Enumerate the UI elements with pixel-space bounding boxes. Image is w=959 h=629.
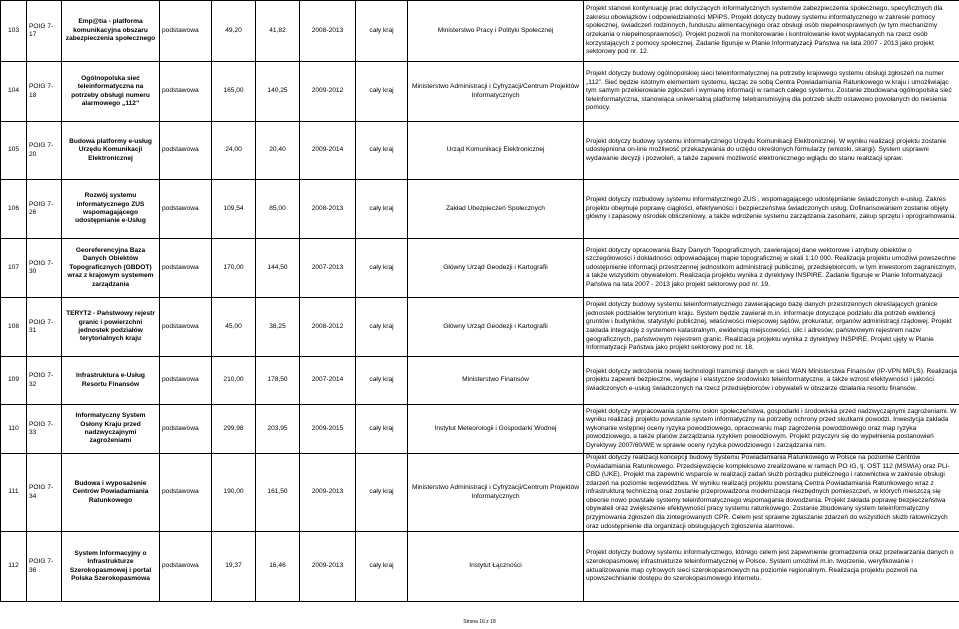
project-area: cały kraj [356,532,408,602]
project-code: POIG 7-32 [27,357,62,405]
total-cost: 19,37 [212,532,256,602]
implementation-period: 2007-2014 [300,357,356,405]
project-area: cały kraj [356,454,408,532]
eu-contribution: 85,00 [256,180,300,239]
project-area: cały kraj [356,357,408,405]
row-number: 105 [1,122,27,180]
total-cost: 24,00 [212,122,256,180]
project-description: Projekt dotyczy wdrożenia nowej technologii transmisji danych w sieci WAN Ministerstwa Finansów (IP-VPN MPLS). Realizacja projektu zapewni bezpieczne, wydajne i elastyczne środowisko teleinformatyczne, a także wzrost efektywności i jakości świadczonych e-usług świadczonych na rzecz przedsiębiorców i obywateli w obszarze działania resortu finansów. [584,357,959,405]
project-description: Projekt dotyczy realizacji koncepcji budowy Systemu Powiadamiania Ratunkowego w Polsce na poziomie Centrów Powiadamiania Ratunkowego. Przedsięwzięcie kompleksowo zrealizowane w ramach PO IG, tj. OST 112 (MSWiA) oraz PLI-CBD (UKE). Projekt ma zapewnić wsparcie w realizacji zadań służb porządku publicznego i ratownictwa w zakresie obsługi zdarzeń na poziomie województwa. W wyniku realizacji projektu powstaną Centra Powiadamiania Ratunkowego wraz z infrastrukturą techniczną oraz zostanie przeprowadzona modernizacja niezbędnych pomieszczeń, w których mieszczą się obecnie nowo powstałe systemy teleinformatycznego wspomagania dowodzenia. Projekt zakłada poprawę bezpieczeństwa obywateli oraz zwiększenie efektywności pracy systemu ratunkowego. Zostanie zbudowany system teleinformatyczny przyjmowania zgłoszeń dla zintegrowanych CPR. Celem jest sprawne zgłaszanie zdarzeń do wszystkich służb ratowniczych oraz udostępnienie dla organizacji obsługujących zgłoszenia alarmowe. [584,454,959,532]
beneficiary-institution: Główny Urząd Geodezji i Kartografii [408,298,584,357]
project-code: POIG 7-34 [27,454,62,532]
beneficiary-institution: Główny Urząd Geodezji i Kartografii [408,239,584,298]
project-name: Emp@tia - platforma komunikacyjna obszaru zabezpieczenia społecznego [62,1,160,62]
project-priority: podstawowa [160,357,212,405]
project-code: POIG 7-26 [27,180,62,239]
project-name: Georeferencyjna Baza Danych Obiektów Topograficznych (GBDOT) wraz z krajowym systemem zarządzania [62,239,160,298]
table-row [1,357,959,405]
project-description: Projekt dotyczy budowy ogólnopolskiej sieci teleinformatycznej na potrzeby krajowego systemu obsługi zgłoszeń na numer „112”. Sieć będzie istotnym elementem systemu, łącząc ze sobą Centra Powiadamiania Ratunkowego w kraju i umożliwiając tym samym przekierowanie zgłoszeń i wymianę informacji w ramach całego systemu. Zostanie zbudowana ogólnopolska sieć teleinformatyczna, stanowiąca uniwersalną platformę teletransmisyjną dla potrzeb służb ustawowo powołanych do niesienia pomocy. [584,62,959,122]
project-priority: podstawowa [160,239,212,298]
total-cost: 170,00 [212,239,256,298]
implementation-period: 2009-2013 [300,532,356,602]
project-description: Projekt stanowi kontynuację prac dotyczących informatycznych systemów zabezpieczenia społecznego, specyficznych dla zakresu obowiązków i odpowiedzialności MPiPS. Projekt dotyczy budowy systemu informatycznego w zakresie pomocy społecznej, świadczeń rodzinnych, funduszu alimentacyjnego oraz obsługi osób niepełnosprawnych (w tym mechanizmy orzekania o niepełnosprawności). Projekt pozwoli na monitorowanie i kontrolowanie kwot wypłacanych na rzecz osób korzystających z pomocy społecznej. Zadanie figuruje w Planie Informatyzacji Państwa na lata 2007 - 2013 jako projekt sektorowy pod nr. 12. [584,1,959,62]
table-row [1,239,959,298]
project-area: cały kraj [356,62,408,122]
implementation-period: 2008-2013 [300,1,356,62]
row-number: 107 [1,239,27,298]
row-number: 110 [1,405,27,454]
eu-contribution: 178,50 [256,357,300,405]
total-cost: 190,00 [212,454,256,532]
project-description: Projekt dotyczy budowy systemu informatycznego, którego celem jest zapewnienie gromadzenia oraz przetwarzania danych o szerokopasmowej infrastrukturze teleinformatycznej w Polsce. System umożliwi m.in. tworzenie, weryfikowanie i aktualizowanie map cyfrowych sieci szerokopasmowych na poziomie regionalnym. Realizacja projektu pozwoli na upowszechnianie dostępu do szerokopasmowego Internetu. [584,532,959,602]
project-name: TERYT2 - Państwowy rejestr granic i powierzchni jednostek podziałów terytorialnych kraju [62,298,160,357]
beneficiary-institution: Urząd Komunikacji Elektronicznej [408,122,584,180]
project-area: cały kraj [356,122,408,180]
project-code: POIG 7-20 [27,122,62,180]
project-priority: podstawowa [160,405,212,454]
row-number: 111 [1,454,27,532]
eu-contribution: 41,82 [256,1,300,62]
page-number-label: Strona 16 z 18 [463,619,496,625]
project-code: POIG 7-33 [27,405,62,454]
implementation-period: 2008-2012 [300,298,356,357]
project-code: POIG 7-30 [27,239,62,298]
table-row [1,454,959,532]
beneficiary-institution: Instytut Łączności [408,532,584,602]
table-row [1,62,959,122]
project-area: cały kraj [356,239,408,298]
total-cost: 299,98 [212,405,256,454]
implementation-period: 2007-2013 [300,239,356,298]
row-number: 108 [1,298,27,357]
project-priority: podstawowa [160,454,212,532]
row-number: 103 [1,1,27,62]
project-area: cały kraj [356,405,408,454]
row-number: 112 [1,532,27,602]
total-cost: 45,00 [212,298,256,357]
beneficiary-institution: Ministerstwo Administracji i Cyfryzacji/Centrum Projektów Informatycznych [408,454,584,532]
project-code: POIG 7-17 [27,1,62,62]
project-name: Informatyczny System Osłony Kraju przed nadzwyczajnymi zagrożeniami [62,405,160,454]
project-description: Projekt dotyczy wypracowania systemu osłon społeczeństwa, gospodarki i środowiska przed nadzwyczajnymi zagrożeniami. W wyniku realizacji projektu powstanie system informatyczny na potrzeby ochrony przed skutkami powodzi. Inwestycja zakłada wykonanie wstępnej oceny ryzyka powodziowego, opracowaniu map zagrożenia powodziowego oraz map ryzyka powodziowego, a także planów zarządzania ryzykiem powodziowym. Projekt przyczyni się do wypełnienia postanowień Dyrektywy 2007/60/WE w sprawie oceny ryzyka powodziowego i zarządzania nim. [584,405,959,454]
project-name: Infrastruktura e-Usług Resortu Finansów [62,357,160,405]
project-name: Budowa i wyposażenie Centrów Powiadamiania Ratunkowego [62,454,160,532]
project-area: cały kraj [356,298,408,357]
row-number: 104 [1,62,27,122]
project-priority: podstawowa [160,532,212,602]
total-cost: 165,00 [212,62,256,122]
project-name: Ogólnopolska sieć teleinformatyczna na potrzeby obsługi numeru alarmowego „112” [62,62,160,122]
eu-contribution: 144,50 [256,239,300,298]
project-description: Projekt dotyczy budowy systemu teleinformatycznego zawierającego bazę danych przestrzennych określających granice jednostek podziałów terytorium kraju. System będzie zawierał m.in. informacje dotyczące podziału dla potrzeb ewidencji gruntów i budynków, statystyki publicznej, właściwości miejscowej sądów, prokuratur, organów administracji rządowej. Projekt zakłada integrację z systemem katastralnym, ewidencją miejscowości, ulic i adresów, państwowym rejestrem nazw geograficznych, państwowym rejestrem granic. Realizacja projektu wynika z dyrektywy INSPIRE. Projekt ujęty w Planie Informatyzacji Państwa jako projekt sektorowy pod nr. 18. [584,298,959,357]
table-row [1,298,959,357]
project-description: Projekt dotyczy opracowania Bazy Danych Topograficznych, zawierającej dane wektorowe i atrybuty obiektów o szczegółowości i dokładności odpowiadającej mapie topograficznej w skali 1:10 000. Realizacja projektu umożliwi powszechne udostępnienie informacji przestrzennej jednostkom administracji publicznej, przedsiębiorcom, w tym inwestorom zagranicznym, a także wszystkim obywatelom. Realizacja projektu wynika z dyrektywy INSPIRE. Zadanie figuruje w Planie Informatyzacji Państwa na lata 2007 - 2013 jako projekt sektorowy pod nr. 19. [584,239,959,298]
beneficiary-institution: Ministerstwo Finansów [408,357,584,405]
project-priority: podstawowa [160,122,212,180]
table-row [1,122,959,180]
total-cost: 109,54 [212,180,256,239]
project-name: Rozwój systemu informatycznego ZUS wspomagającego udostępnianie e-Usług [62,180,160,239]
implementation-period: 2008-2013 [300,180,356,239]
eu-contribution: 20,40 [256,122,300,180]
implementation-period: 2009-2015 [300,405,356,454]
projects-table-body [1,1,959,602]
eu-contribution: 38,25 [256,298,300,357]
project-priority: podstawowa [160,1,212,62]
implementation-period: 2009-2013 [300,454,356,532]
beneficiary-institution: Zakład Ubezpieczeń Społecznych [408,180,584,239]
table-row [1,1,959,62]
project-name: Budowa platformy e-usług Urzędu Komunikacji Elektronicznej [62,122,160,180]
table-row [1,180,959,239]
page-footer [0,619,959,625]
project-area: cały kraj [356,180,408,239]
project-priority: podstawowa [160,298,212,357]
row-number: 109 [1,357,27,405]
project-priority: podstawowa [160,180,212,239]
project-priority: podstawowa [160,62,212,122]
project-code: POIG 7-31 [27,298,62,357]
project-name: System Informacyjny o Infrastrukturze Szerokopasmowej i portal Polska Szerokopasmowa [62,532,160,602]
beneficiary-institution: Ministerstwo Administracji i Cyfryzacji/Centrum Projektów Informatycznych [408,62,584,122]
eu-contribution: 161,50 [256,454,300,532]
project-description: Projekt dotyczy budowy systemu informatycznego Urzędu Komunikacji Elektronicznej. W wyniku realizacji projektu zostanie udostępniona on-line możliwość przekazywania do urzędu określonych formularzy (wnioski, skargi). System usprawni wydawanie decyzji i pozwoleń, a także zapewni możliwość elektronicznego wglądu do stanu realizacji spraw. [584,122,959,180]
total-cost: 210,00 [212,357,256,405]
beneficiary-institution: Instytut Meteorologii i Gospodarki Wodnej [408,405,584,454]
eu-contribution: 203,95 [256,405,300,454]
row-number: 106 [1,180,27,239]
project-description: Projekt dotyczy rozbudowy systemu informatycznego ZUS , wspomagającego udostępnianie świadczonych e-usług. Zakres projektu obejmuje poprawę ciągłości, efektywności i bezpieczeństwa świadczonych usług. Dofinansowaniem zostanie objęty główny i zapasowy ośrodek obliczeniowy, a także wdrożenie systemu zarządzania zasobami, zakup sprzętu i oprogramowania. [584,180,959,239]
project-code: POIG 7-18 [27,62,62,122]
project-area: cały kraj [356,1,408,62]
implementation-period: 2009-2014 [300,122,356,180]
beneficiary-institution: Ministerstwo Pracy i Polityki Społecznej [408,1,584,62]
eu-contribution: 140,25 [256,62,300,122]
table-row [1,405,959,454]
eu-contribution: 16,46 [256,532,300,602]
total-cost: 49,20 [212,1,256,62]
implementation-period: 2009-2012 [300,62,356,122]
table-row [1,532,959,602]
project-code: POIG 7-36 [27,532,62,602]
